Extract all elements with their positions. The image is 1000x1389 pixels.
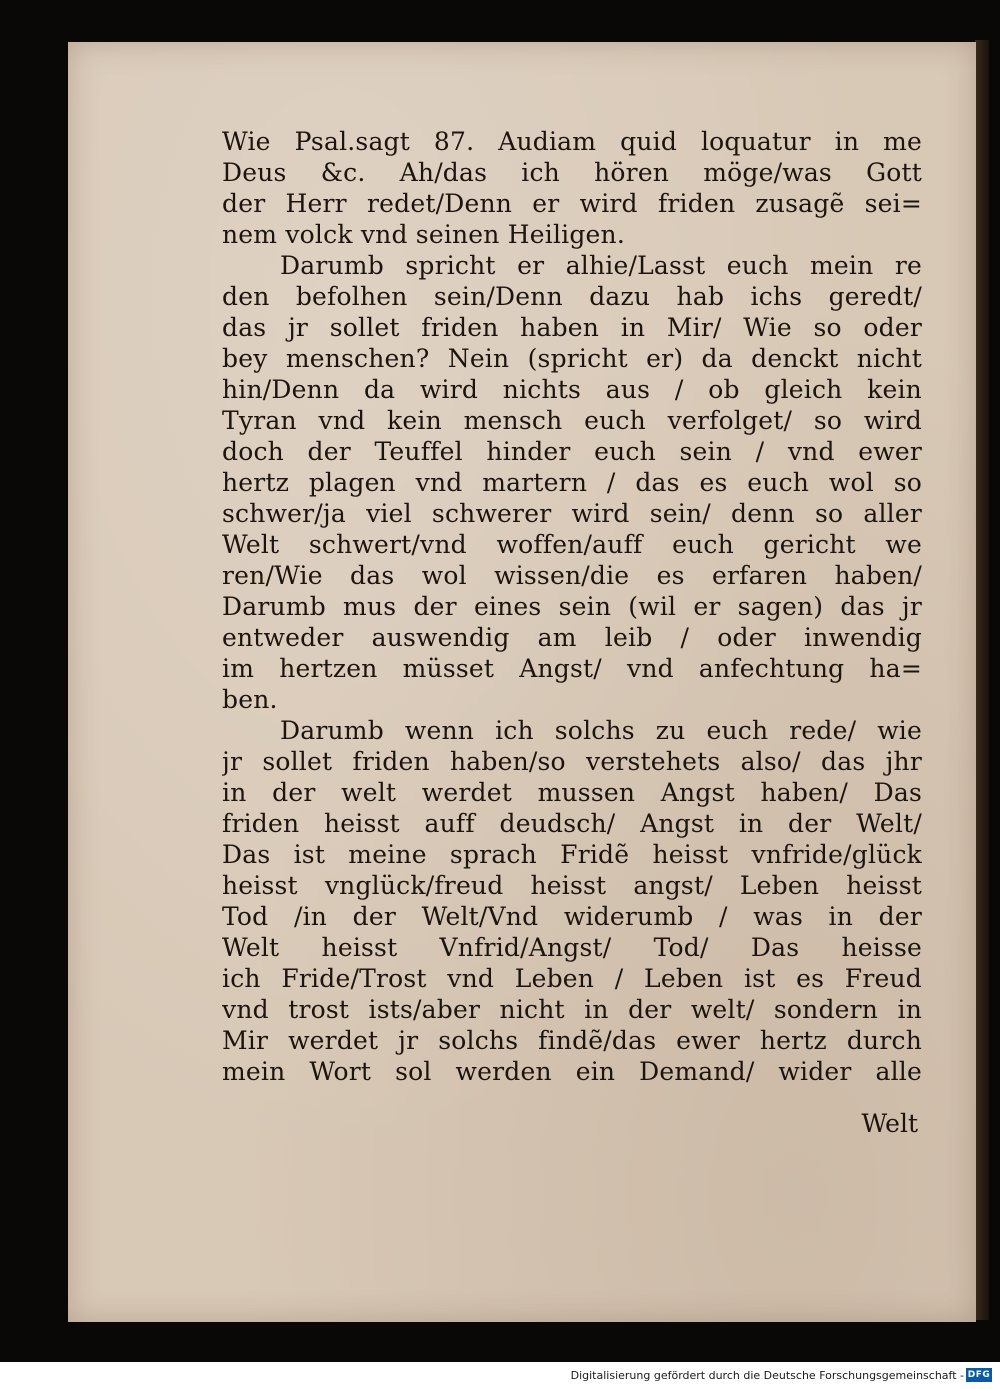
- page-edge: [975, 40, 989, 1320]
- text-line: bey menschen? Nein (spricht er) da denckt nicht: [222, 344, 922, 373]
- text-line: Tyran vnd kein mensch euch verfolget/ so wird: [222, 406, 922, 435]
- catchword: Welt: [861, 1109, 918, 1138]
- text-line: das jr sollet friden haben in Mir/ Wie so oder: [222, 313, 922, 342]
- text-line: Mir werdet jr solchs findẽ/das ewer hertz durch: [222, 1026, 922, 1055]
- text-line: nem volck vnd seinen Heiligen.: [222, 220, 625, 249]
- text-line: Welt schwert/vnd woffen/auff euch gericht we: [222, 530, 922, 559]
- text-line: der Herr redet/Denn er wird friden zusagẽ sei=: [222, 189, 922, 218]
- text-line: hin/Denn da wird nichts aus / ob gleich kein: [222, 375, 922, 404]
- text-line: doch der Teuffel hinder euch sein / vnd ewer: [222, 437, 922, 466]
- text-line: ich Fride/Trost vnd Leben / Leben ist es Freud: [222, 964, 922, 993]
- text-line: hertz plagen vnd martern / das es euch wol so: [222, 468, 922, 497]
- text-line: heisst vnglück/freud heisst angst/ Leben heisst: [222, 871, 922, 900]
- text-line: den befolhen sein/Denn dazu hab ichs geredt/: [222, 282, 922, 311]
- footer-credit: Digitalisierung gefördert durch die Deutsche Forschungsgemeinschaft -: [570, 1369, 964, 1382]
- text-line: in der welt werdet mussen Angst haben/ Das: [222, 778, 922, 807]
- text-line: Tod /in der Welt/Vnd widerumb / was in der: [222, 902, 922, 931]
- text-line: entweder auswendig am leib / oder inwendig: [222, 623, 922, 652]
- text-line: Darumb spricht er alhie/Lasst euch mein re: [280, 251, 922, 280]
- text-line: jr sollet friden haben/so verstehets also/ das jhr: [222, 747, 922, 776]
- text-line: Das ist meine sprach Fridẽ heisst vnfride/glück: [222, 840, 922, 869]
- text-line: schwer/ja viel schwerer wird sein/ denn so aller: [222, 499, 922, 528]
- text-line: Darumb mus der eines sein (wil er sagen) das jr: [222, 592, 922, 621]
- text-line: friden heisst auff deudsch/ Angst in der Welt/: [222, 809, 922, 838]
- text-line: Wie Psal.sagt 87. Audiam quid loquatur in me: [222, 127, 922, 156]
- text-line: Darumb wenn ich solchs zu euch rede/ wie: [280, 716, 922, 745]
- text-line: Deus &c. Ah/das ich hören möge/was Gott: [222, 158, 922, 187]
- text-line: im hertzen müsset Angst/ vnd anfechtung ha=: [222, 654, 922, 683]
- dfg-logo-icon: DFG: [967, 1370, 991, 1380]
- text-line: ren/Wie das wol wissen/die es erfaren haben/: [222, 561, 922, 590]
- text-line: vnd trost ists/aber nicht in der welt/ sondern in: [222, 995, 922, 1024]
- text-line: Welt heisst Vnfrid/Angst/ Tod/ Das heisse: [222, 933, 922, 962]
- text-line: ben.: [222, 685, 278, 714]
- text-line: mein Wort sol werden ein Demand/ wider alle: [222, 1057, 922, 1086]
- page-text: [222, 126, 922, 1087]
